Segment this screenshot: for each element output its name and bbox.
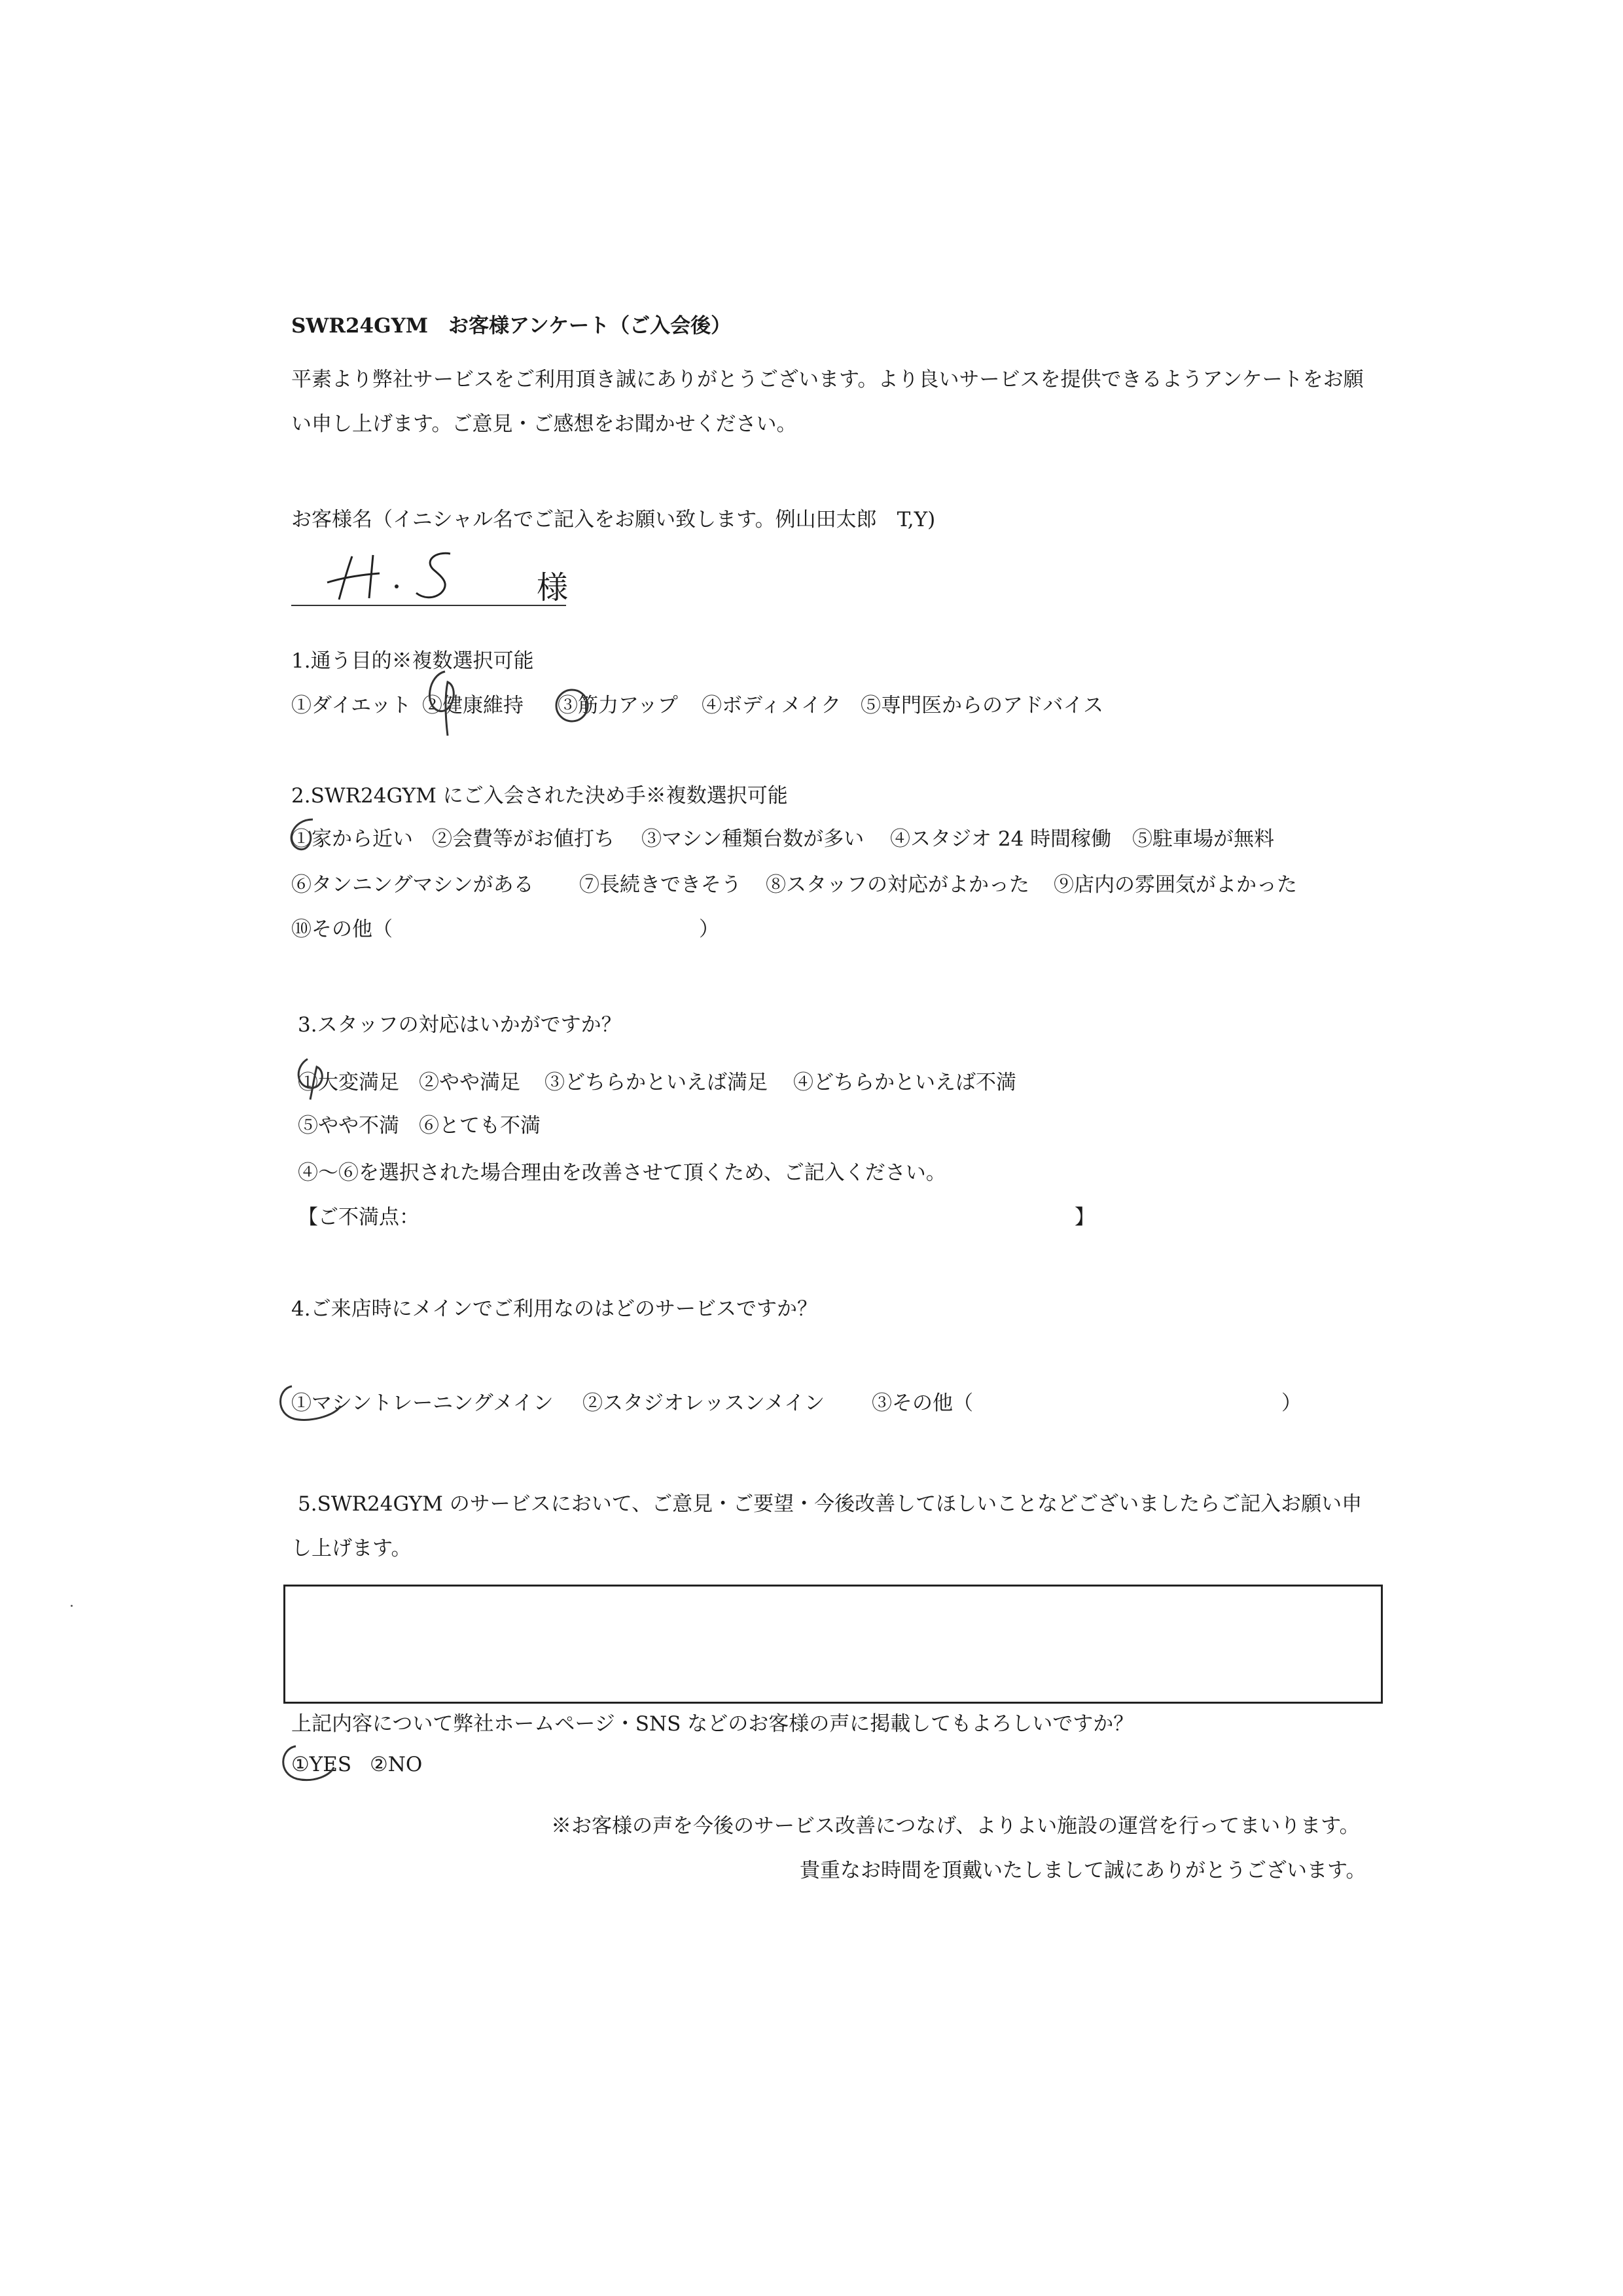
q2-option-free-parking[interactable]: ⑤駐車場が無料 — [1132, 827, 1274, 851]
q3-option-rather-satisfied[interactable]: ③どちらかといえば満足 — [544, 1071, 768, 1094]
q3-question: 3.スタッフの対応はいかがですか？ — [298, 1013, 622, 1037]
q5-question-line-2: し上げます。 — [291, 1537, 412, 1560]
q5-comment-box[interactable] — [283, 1585, 1383, 1704]
honorific-sama: 様 — [537, 569, 569, 606]
q1-option-diet[interactable]: ①ダイエット — [291, 694, 412, 717]
q1-option-body-make[interactable]: ④ボディメイク — [702, 694, 842, 717]
handwritten-name — [281, 548, 569, 603]
q3-option-somewhat-dissatisfied[interactable]: ⑤やや不満 — [298, 1114, 399, 1138]
survey-title: SWR24GYM お客様アンケート（ご入会後） — [291, 314, 732, 338]
q3-option-very-dissatisfied[interactable]: ⑥とても不満 — [419, 1114, 541, 1138]
customer-name-label: お客様名（イニシャル名でご記入をお願い致します。例山田太郎 T,Y) — [291, 508, 936, 531]
q1-option-strength[interactable]: ③筋力アップ — [558, 694, 678, 717]
q2-option-long-lasting[interactable]: ⑦長続きできそう — [579, 873, 741, 897]
q3-complaint-open[interactable]: 【ご不満点： — [298, 1206, 419, 1229]
q3-complaint-close: 】 — [1075, 1206, 1095, 1229]
intro-text-line-1: 平素より弊社サービスをご利用頂き誠にありがとうございます。より良いサービスを提供できるようアンケートをお願 — [291, 368, 1364, 391]
q2-option-tanning[interactable]: ⑥タンニングマシンがある — [291, 873, 534, 897]
q5-question-line-1: 5.SWR24GYM のサービスにおいて、ご意見・ご要望・今後改善してほしいことなどございましたらご記入お願い申 — [298, 1492, 1363, 1516]
footer-note-2: 貴重なお時間を頂戴いたしまして誠にありがとうございます。 — [800, 1859, 1366, 1882]
q2-option-atmosphere[interactable]: ⑨店内の雰囲気がよかった — [1054, 873, 1297, 897]
intro-text-line-2: い申し上げます。ご意見・ご感想をお聞かせください。 — [291, 412, 797, 436]
customer-name-field[interactable] — [281, 548, 569, 603]
q2-option-other-open[interactable]: ⑩その他（ — [291, 918, 393, 941]
q1-question: 1.通う目的※複数選択可能 — [291, 649, 534, 673]
publish-option-no[interactable]: ②NO — [370, 1753, 423, 1776]
q3-option-rather-dissatisfied[interactable]: ④どちらかといえば不満 — [793, 1071, 1016, 1094]
q2-option-near-home[interactable]: ①家から近い — [291, 827, 413, 851]
publish-question: 上記内容について弊社ホームページ・SNS などのお客様の声に掲載してもよろしいですか？ — [291, 1712, 1134, 1736]
q4-question: 4.ご来店時にメインでご利用なのはどのサービスですか？ — [291, 1297, 817, 1321]
q4-option-studio-lesson[interactable]: ②スタジオレッスンメイン — [582, 1391, 825, 1415]
q4-option-machine-training[interactable]: ①マシントレーニングメイン — [291, 1391, 554, 1415]
q2-option-studio-24h[interactable]: ④スタジオ 24 時間稼働 — [890, 827, 1112, 851]
name-underline — [291, 605, 566, 606]
q2-option-other-close: ） — [699, 918, 719, 941]
footer-note-1: ※お客様の声を今後のサービス改善につなげ、よりよい施設の運営を行ってまいります。 — [551, 1814, 1360, 1838]
publish-option-yes[interactable]: ①YES — [291, 1753, 352, 1776]
q4-option-other-close: ） — [1281, 1391, 1302, 1415]
q3-reason-note: ④～⑥を選択された場合理由を改善させて頂くため、ご記入ください。 — [298, 1161, 946, 1185]
q2-option-affordable[interactable]: ②会費等がお値打ち — [432, 827, 615, 851]
q2-option-many-machines[interactable]: ③マシン種類台数が多い — [641, 827, 865, 851]
q1-option-health[interactable]: ②健康維持 — [422, 694, 524, 717]
q3-option-somewhat-satisfied[interactable]: ②やや満足 — [419, 1071, 520, 1094]
q2-option-staff-good[interactable]: ⑧スタッフの対応がよかった — [766, 873, 1029, 897]
q1-option-doctor-advice[interactable]: ⑤専門医からのアドバイス — [861, 694, 1104, 717]
q3-option-very-satisfied[interactable]: ①大変満足 — [298, 1071, 399, 1094]
scan-speck — [71, 1605, 73, 1607]
q2-question: 2.SWR24GYM にご入会された決め手※複数選択可能 — [291, 784, 788, 808]
q4-option-other-open[interactable]: ③その他（ — [872, 1391, 973, 1415]
